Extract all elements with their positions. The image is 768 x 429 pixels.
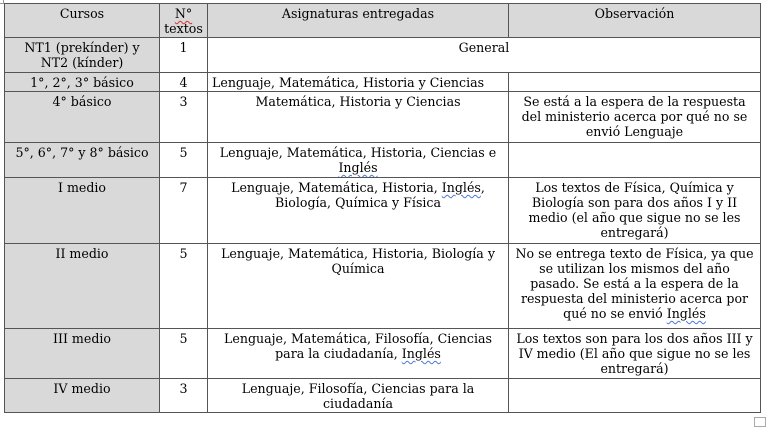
cell-n: 1 bbox=[160, 38, 208, 73]
header-asignaturas: Asignaturas entregadas bbox=[208, 4, 509, 38]
header-observacion: Observación bbox=[509, 4, 761, 38]
table-row bbox=[5, 38, 761, 73]
cell-asignaturas: Lenguaje, Matemática, Historia y Ciencias bbox=[208, 73, 509, 92]
table-row bbox=[5, 92, 761, 143]
cell-asignaturas: Lenguaje, Matemática, Historia, Inglés, Biología, Química y Física bbox=[208, 178, 509, 244]
cell-observacion: Los textos de Física, Química y Biología son para dos años I y II medio (el año que sigue no se les entregará) bbox=[509, 178, 761, 244]
cell-asignaturas: Lenguaje, Matemática, Historia, Biología y Química bbox=[208, 244, 509, 329]
cell-asignaturas: Lenguaje, Matemática, Historia, Ciencias e Inglés bbox=[208, 143, 509, 178]
cell-curso: I medio bbox=[5, 178, 160, 244]
cell-observacion bbox=[509, 379, 761, 413]
table-row bbox=[5, 379, 761, 413]
cell-observacion bbox=[509, 143, 761, 178]
table-row bbox=[5, 73, 761, 92]
table-row bbox=[5, 178, 761, 244]
cell-n: 3 bbox=[160, 92, 208, 143]
cell-n: 5 bbox=[160, 329, 208, 379]
cell-n: 5 bbox=[160, 143, 208, 178]
cell-asignaturas: Lenguaje, Matemática, Filosofía, Ciencias para la ciudadanía, Inglés bbox=[208, 329, 509, 379]
cell-curso: III medio bbox=[5, 329, 160, 379]
header-n-symbol: N° bbox=[174, 6, 193, 21]
cell-asignaturas: Lenguaje, Filosofía, Ciencias para la ciudadanía bbox=[208, 379, 509, 413]
header-n-word: textos bbox=[164, 21, 203, 36]
spellcheck-word: Inglés bbox=[666, 306, 706, 321]
cell-observacion: No se entrega texto de Física, ya que se utilizan los mismos del año pasado. Se está a la espera de la respuesta del ministerio acerca por qué no se envió Inglés bbox=[509, 244, 761, 329]
cell-n: 5 bbox=[160, 244, 208, 329]
cell-curso: 1°, 2°, 3° básico bbox=[5, 73, 160, 92]
header-cursos: Cursos bbox=[5, 4, 160, 38]
cell-curso: II medio bbox=[5, 244, 160, 329]
table-row bbox=[5, 329, 761, 379]
resize-handle[interactable] bbox=[754, 417, 766, 427]
cell-observacion: Se está a la espera de la respuesta del ministerio acerca por qué no se envió Lenguaje bbox=[509, 92, 761, 143]
cell-curso: NT1 (prekínder) y NT2 (kínder) bbox=[5, 38, 160, 73]
spellcheck-word: Inglés bbox=[441, 180, 481, 195]
table-row bbox=[5, 143, 761, 178]
table-header-row bbox=[5, 4, 761, 38]
spellcheck-word: Inglés bbox=[401, 346, 441, 361]
cell-n: 3 bbox=[160, 379, 208, 413]
cell-n: 7 bbox=[160, 178, 208, 244]
cell-curso: 5°, 6°, 7° y 8° básico bbox=[5, 143, 160, 178]
cell-asignaturas: General bbox=[208, 38, 761, 73]
cell-n: 4 bbox=[160, 73, 208, 92]
cell-observacion: Los textos son para los dos años III y IV medio (El año que sigue no se les entregará) bbox=[509, 329, 761, 379]
table-row bbox=[5, 244, 761, 329]
cell-observacion bbox=[509, 73, 761, 92]
cell-curso: IV medio bbox=[5, 379, 160, 413]
header-n-textos bbox=[160, 4, 208, 38]
cell-asignaturas: Matemática, Historia y Ciencias bbox=[208, 92, 509, 143]
spellcheck-word: Inglés bbox=[338, 160, 378, 175]
courses-table bbox=[4, 3, 761, 413]
cell-curso: 4° básico bbox=[5, 92, 160, 143]
